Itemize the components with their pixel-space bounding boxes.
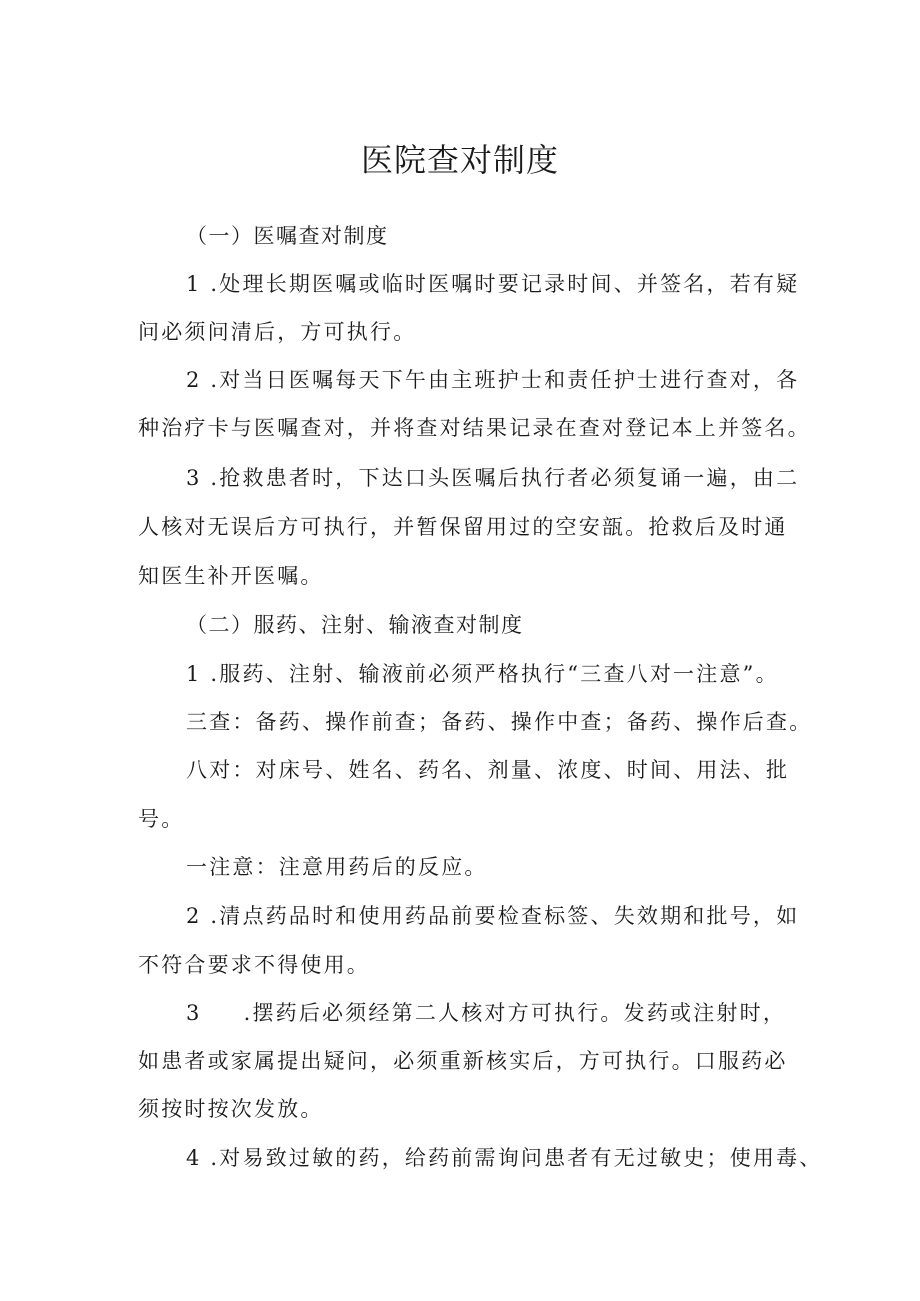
section-heading-2: （二）服药、注射、输液查对制度 xyxy=(186,613,524,637)
paragraph-line: 问必须问清后，方可执行。 xyxy=(138,320,417,344)
paragraph-line: 3 .抢救患者时，下达口头医嘱后执行者必须复诵一遍，由二 xyxy=(186,466,800,490)
paragraph-line: 知医生补开医嘱。 xyxy=(138,564,324,588)
paragraph-line: 如患者或家属提出疑问，必须重新核实后，方可执行。口服药必 xyxy=(138,1049,788,1073)
section-heading-1: （一）医嘱查对制度 xyxy=(186,224,389,248)
paragraph-line: 1 .服药、注射、输液前必须严格执行“三查八对一注意”。 xyxy=(186,662,779,686)
paragraph-line: 种治疗卡与医嘱查对，并将查对结果记录在查对登记本上并签名。 xyxy=(138,416,811,440)
paragraph-line: 人核对无误后方可执行，并暂保留用过的空安瓿。抢救后及时通 xyxy=(138,515,788,539)
paragraph-line: 须按时按次发放。 xyxy=(138,1097,324,1121)
paragraph-line: 2 .清点药品时和使用药品前要检查标签、失效期和批号，如 xyxy=(186,904,800,928)
paragraph-line: 一注意：注意用药后的反应。 xyxy=(186,855,488,879)
paragraph-line: 八对：对床号、姓名、药名、剂量、浓度、时间、用法、批 xyxy=(186,758,790,782)
paragraph-line: 4 .对易致过敏的药，给药前需询问患者有无过敏史；使用毒、 xyxy=(186,1146,823,1170)
paragraph-line: 2 .对当日医嘱每天下午由主班护士和责任护士进行查对，各 xyxy=(186,368,800,392)
paragraph-line xyxy=(186,998,786,1028)
item-number: 3 xyxy=(186,1001,202,1025)
paragraph-line: 1 .处理长期医嘱或临时医嘱时要记录时间、并签名，若有疑 xyxy=(186,272,800,296)
paragraph-line: 不符合要求不得使用。 xyxy=(138,953,370,977)
item-text: .摆药后必须经第二人核对方可执行。发药或注射时， xyxy=(243,1001,787,1025)
page-title: 医院查对制度 xyxy=(360,141,559,179)
paragraph-line: 号。 xyxy=(138,807,185,831)
paragraph-line: 三查：备药、操作前查；备药、操作中查；备药、操作后查。 xyxy=(186,710,813,734)
